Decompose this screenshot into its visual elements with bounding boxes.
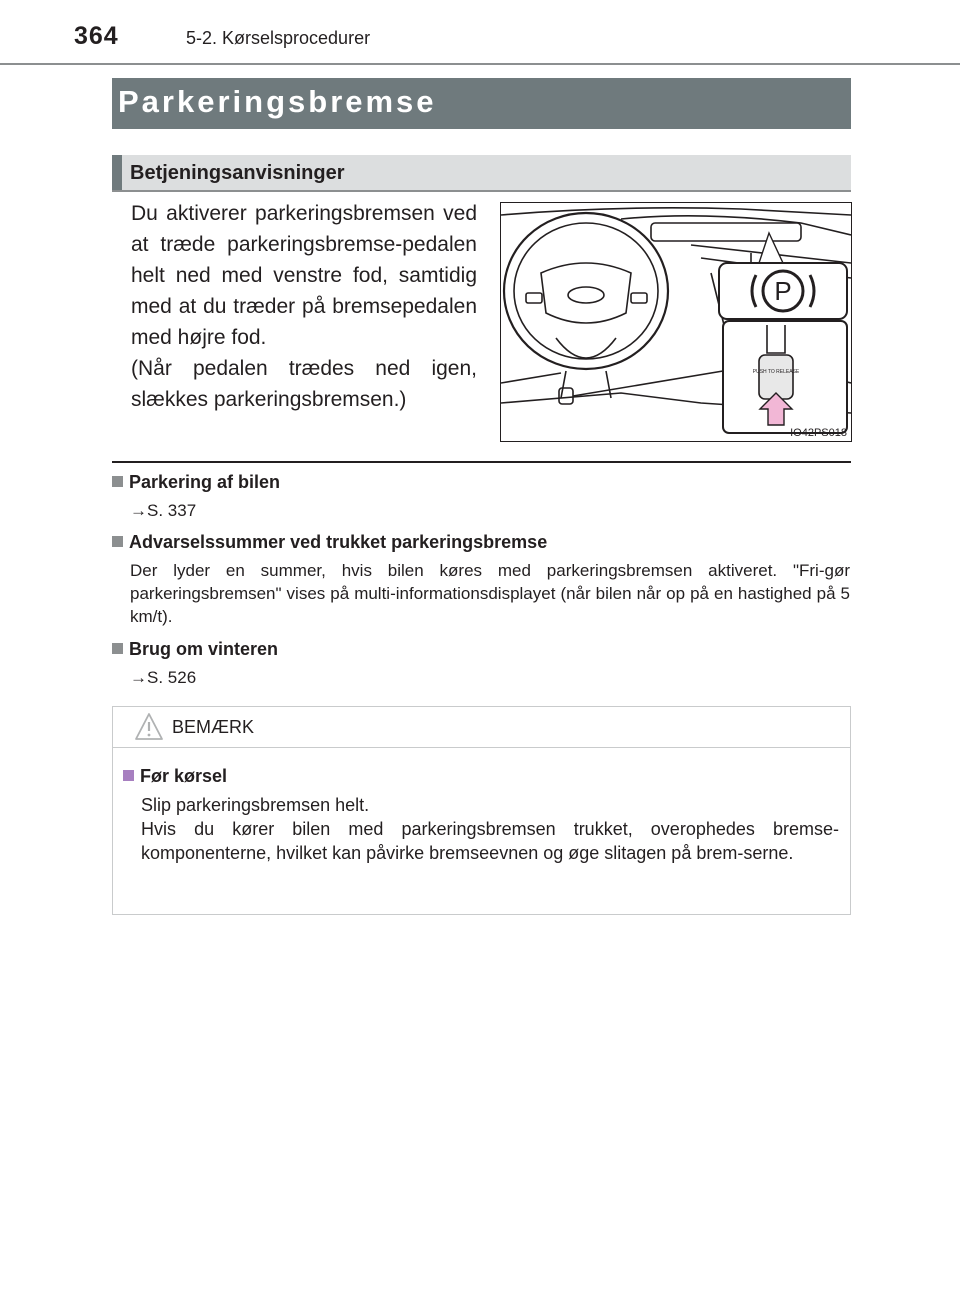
item-title: Parkering af bilen: [129, 472, 281, 492]
item-warning-buzzer: [112, 532, 850, 628]
illustration-code: IO42PS018: [790, 427, 847, 439]
parking-brake-illustration: [500, 202, 852, 442]
bullet-square-icon: [112, 536, 123, 547]
subheading-underline: [112, 190, 851, 192]
item-body: Der lyder en summer, hvis bilen køres med parkeringsbremsen aktiveret. "Fri-gør parkeringsbremsen" vises på multi-informationsdisplayet (når bilen når op på en hastighed på 5 km/t).: [130, 561, 850, 626]
bullet-square-icon: [112, 643, 123, 654]
separator-rule: [112, 461, 851, 463]
intro-paragraph: Du aktiverer parkeringsbremsen ved at træde parkeringsbremse-pedalen helt ned med venstre fod, samtidig med at du træder på bremsepedalen med højre fod.: [131, 202, 477, 349]
item-parking: [112, 472, 850, 522]
item-title: Brug om vinteren: [129, 639, 279, 659]
header-rule: [0, 63, 960, 65]
parking-indicator-callout: [719, 233, 847, 319]
bullet-square-icon: [123, 770, 134, 781]
pedal-label: PUSH TO RELEASE: [752, 369, 800, 375]
item-reference: →S. 337: [130, 501, 197, 520]
item-title: Advarselssummer ved trukket parkeringsbremse: [129, 532, 548, 552]
subheading-accent: [112, 155, 122, 191]
subheading: Betjeningsanvisninger: [130, 162, 345, 184]
page-number: 364: [74, 22, 119, 50]
dashboard-drawing: [501, 203, 851, 441]
pedal-callout: [723, 321, 847, 433]
notice-box: [112, 706, 851, 915]
warning-triangle-icon: [134, 712, 164, 742]
notice-item-title: Før kørsel: [140, 766, 228, 786]
notice-line: Slip parkeringsbremsen helt.: [141, 795, 370, 815]
notice-item: [123, 766, 839, 865]
notice-label: BEMÆRK: [172, 717, 255, 737]
section-reference: 5-2. Kørselsprocedurer: [186, 28, 371, 48]
bullet-square-icon: [112, 476, 123, 487]
page-title: Parkeringsbremse: [118, 84, 437, 119]
notice-divider: [113, 747, 850, 748]
intro-note: (Når pedalen trædes ned igen, slækkes parkeringsbremsen.): [131, 357, 477, 411]
item-winter: [112, 639, 850, 689]
item-reference: →S. 526: [130, 668, 197, 687]
parking-indicator-symbol: P: [774, 276, 792, 306]
intro-text: [131, 198, 477, 415]
notice-line: Hvis du kører bilen med parkeringsbremsen trukket, overophedes bremse-komponenterne, hvilket kan påvirke bremseevnen og øge slitagen på brem-serne.: [141, 819, 839, 863]
